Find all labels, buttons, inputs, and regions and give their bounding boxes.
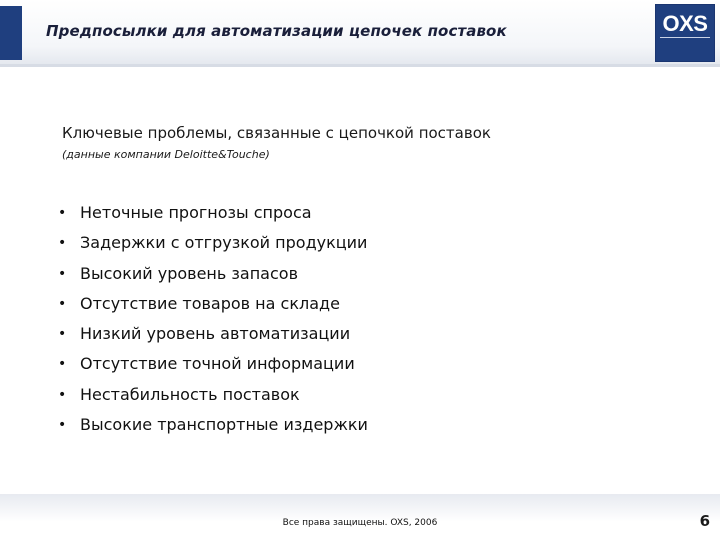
source-note: (данные компании Deloitte&Touche) xyxy=(62,148,270,161)
bullet-icon: • xyxy=(58,356,67,373)
section-subtitle: Ключевые проблемы, связанные с цепочкой поставок xyxy=(62,124,491,142)
oxs-logo xyxy=(655,4,715,62)
logo-text: OXS xyxy=(662,11,708,36)
list-item-text: Высокие транспортные издержки xyxy=(80,415,368,435)
list-item-text: Неточные прогнозы спроса xyxy=(80,203,312,222)
bullet-icon: • xyxy=(58,265,67,282)
logo-underline xyxy=(660,37,710,42)
list-item-text: Отсутствие точной информации xyxy=(80,354,355,374)
list-item xyxy=(58,384,368,414)
list-item-text: Отсутствие товаров на складе xyxy=(80,293,340,313)
list-item xyxy=(58,263,368,293)
copyright-notice: Все права защищены. OXS, 2006 xyxy=(282,518,438,528)
header-accent-bar xyxy=(0,6,22,60)
list-item-text: Нестабильность поставок xyxy=(80,384,300,404)
list-item xyxy=(58,202,368,232)
list-item xyxy=(58,353,368,383)
bullet-icon: • xyxy=(58,235,67,252)
bullet-icon: • xyxy=(58,205,67,221)
problem-list xyxy=(58,202,368,444)
header-divider xyxy=(0,64,720,67)
list-item xyxy=(58,293,368,323)
list-item-text: Высокий уровень запасов xyxy=(80,263,298,283)
bullet-icon: • xyxy=(58,417,67,434)
list-item xyxy=(58,323,368,353)
list-item-text: Низкий уровень автоматизации xyxy=(80,324,351,344)
list-item xyxy=(58,414,368,444)
slide-header xyxy=(0,0,720,66)
bullet-icon: • xyxy=(58,386,67,403)
footer-band xyxy=(0,494,720,540)
list-item-text: Задержки с отгрузкой продукции xyxy=(80,233,368,253)
page-number: 6 xyxy=(699,512,710,530)
bullet-icon: • xyxy=(58,326,67,343)
list-item xyxy=(58,232,368,262)
slide-title: Предпосылки для автоматизации цепочек поставок xyxy=(46,22,507,40)
bullet-icon: • xyxy=(58,295,67,312)
